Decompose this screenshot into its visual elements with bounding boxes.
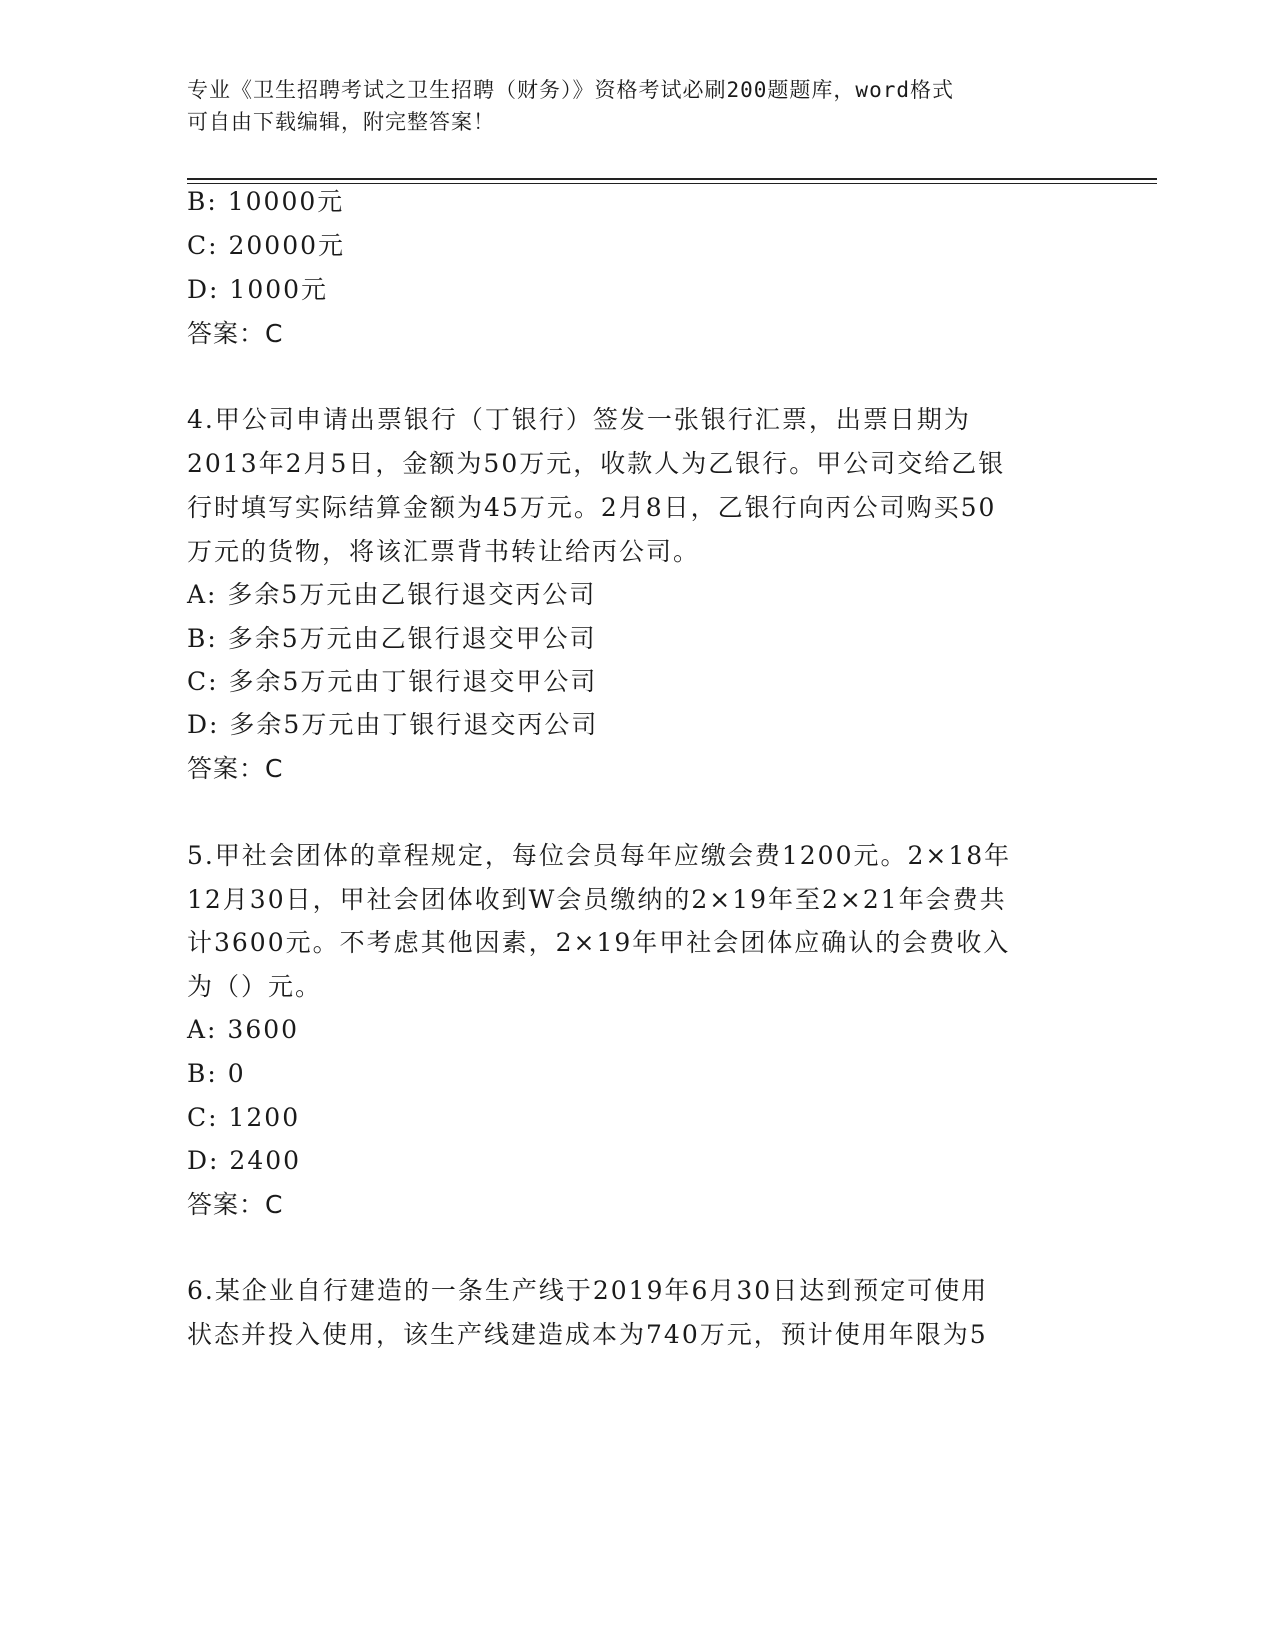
- q5-answer: 答案：C: [187, 1190, 284, 1219]
- q4-option-b: B: 多余5万元由乙银行退交甲公司: [187, 624, 597, 653]
- q4-option-a: A: 多余5万元由乙银行退交丙公司: [187, 580, 597, 609]
- q4-option-c: C: 多余5万元由丁银行退交甲公司: [187, 667, 598, 696]
- q6-stem-line-2: 状态并投入使用，该生产线建造成本为740万元，预计使用年限为5: [187, 1320, 988, 1349]
- q3-option-d: D: 1000元: [187, 275, 329, 304]
- q4-stem-line-1: 4.甲公司申请出票银行（丁银行）签发一张银行汇票，出票日期为: [187, 405, 971, 434]
- q4-stem-line-3: 行时填写实际结算金额为45万元。2月8日，乙银行向丙公司购买50: [187, 493, 997, 522]
- q4-stem-line-4: 万元的货物，将该汇票背书转让给丙公司。: [187, 537, 701, 566]
- q4-answer: 答案：C: [187, 754, 284, 783]
- header-line-2: 可自由下载编辑，附完整答案！: [187, 110, 495, 134]
- document-header: [187, 74, 1087, 138]
- q3-option-c: C: 20000元: [187, 231, 346, 260]
- q5-stem-line-3: 计3600元。不考虑其他因素，2×19年甲社会团体应确认的会费收入: [187, 928, 1011, 957]
- q4-option-d: D: 多余5万元由丁银行退交丙公司: [187, 710, 599, 739]
- q5-stem-line-4: 为（）元。: [187, 972, 323, 1001]
- q5-option-d: D: 2400: [187, 1146, 302, 1175]
- q5-option-a: A: 3600: [187, 1015, 300, 1044]
- header-line-1: 专业《卫生招聘考试之卫生招聘（财务）》资格考试必刷200题题库，word格式: [187, 78, 954, 102]
- header-rule-thin: [187, 183, 1157, 184]
- q5-stem-line-1: 5.甲社会团体的章程规定，每位会员每年应缴会费1200元。2×18年: [187, 841, 1012, 870]
- q4-stem-line-2: 2013年2月5日，金额为50万元，收款人为乙银行。甲公司交给乙银: [187, 449, 1006, 478]
- q6-stem-line-1: 6.某企业自行建造的一条生产线于2019年6月30日达到预定可使用: [187, 1276, 989, 1305]
- q3-option-b: B: 10000元: [187, 187, 345, 216]
- q5-stem-line-2: 12月30日，甲社会团体收到W会员缴纳的2×19年至2×21年会费共: [187, 885, 1007, 914]
- q3-answer: 答案：C: [187, 319, 284, 348]
- q5-option-c: C: 1200: [187, 1103, 301, 1132]
- q5-option-b: B: 0: [187, 1059, 246, 1088]
- header-rule-thick: [187, 178, 1157, 180]
